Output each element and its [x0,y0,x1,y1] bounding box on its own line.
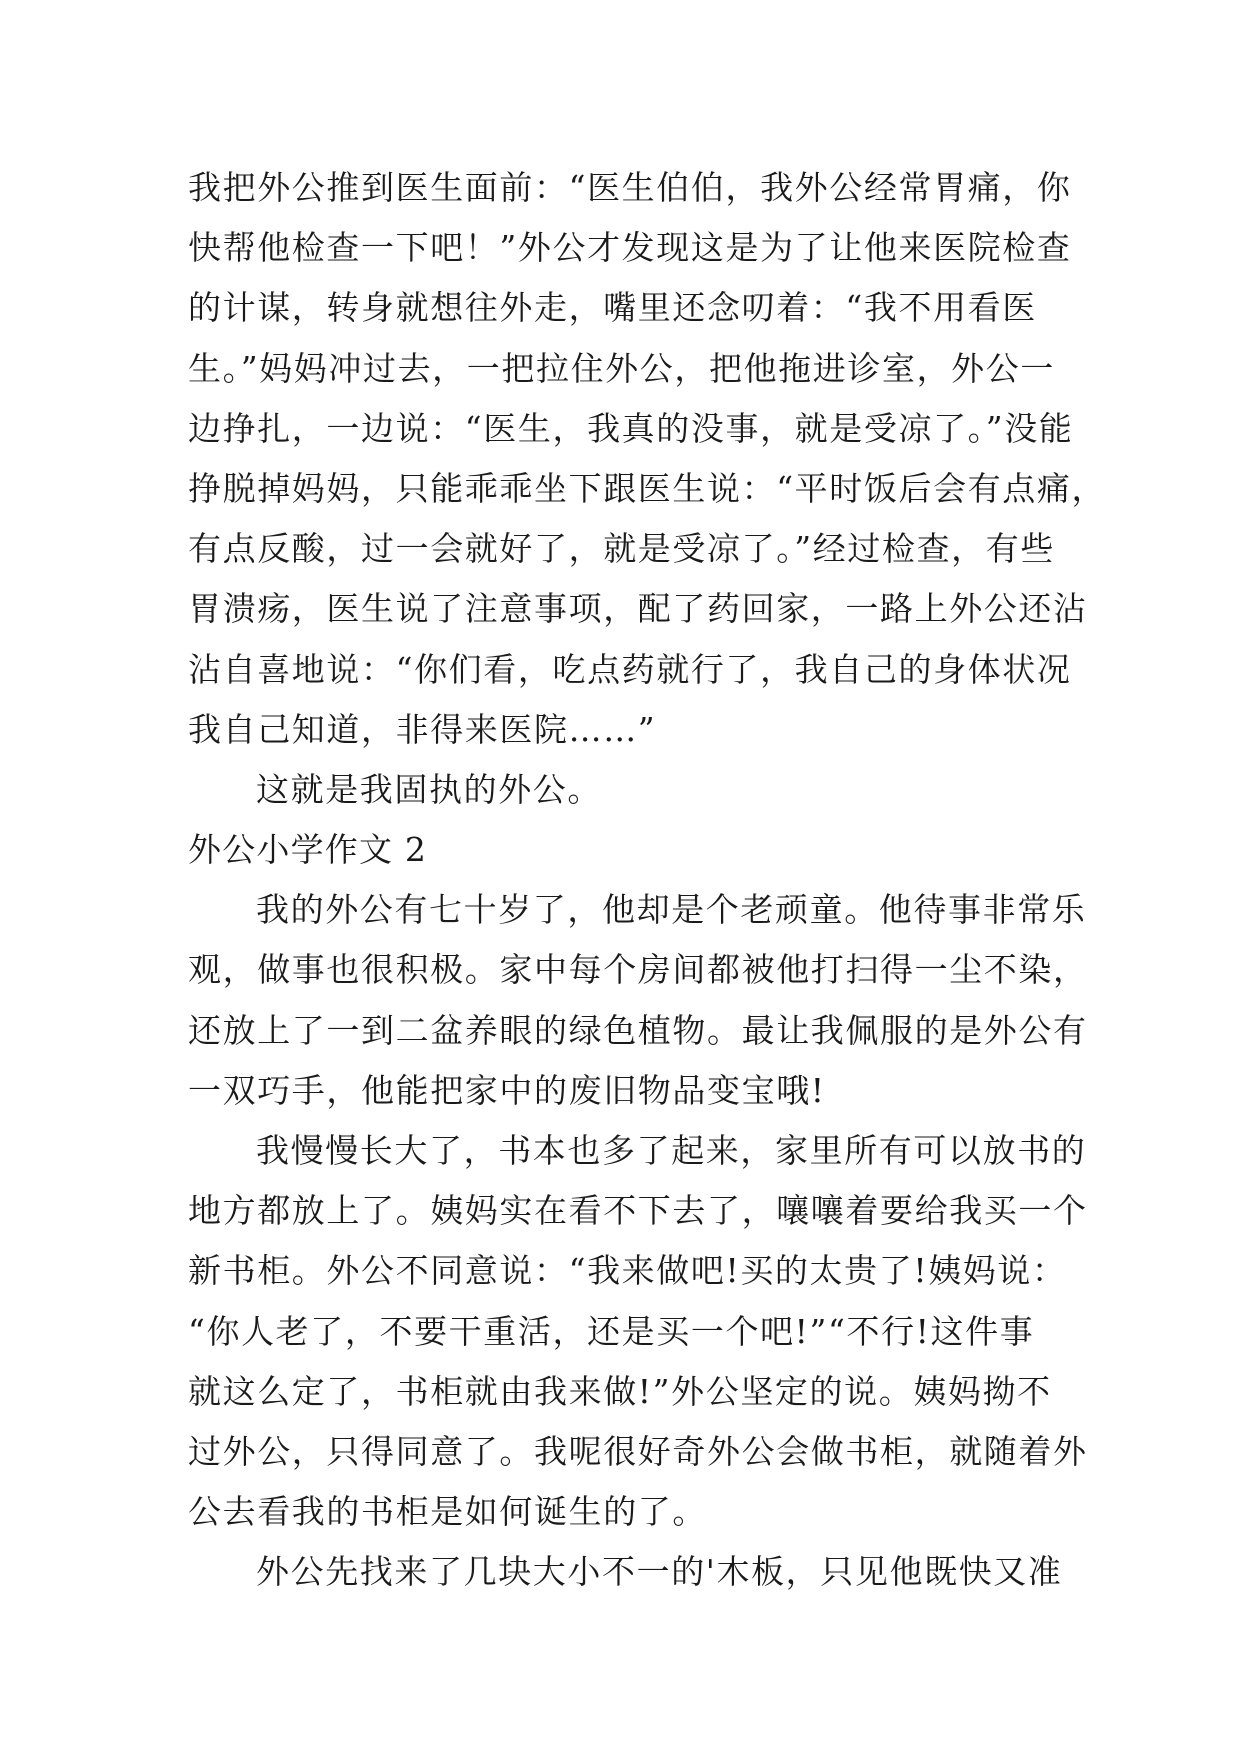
text-line: “你人老了，不要干重活，还是买一个吧!”“不行!这件事 [188,1311,1035,1351]
text-line: 新书柜。外公不同意说：“我来做吧!买的太贵了!姨妈说： [188,1251,1067,1291]
text-line: 有点反酸，过一会就好了，就是受凉了。”经过检查，有些 [188,529,1055,569]
paragraph-2 [188,760,1068,820]
text-line: 边挣扎，一边说：“医生，我真的没事，就是受凉了。”没能 [188,408,1074,448]
text-line: 胃溃疡，医生说了注意事项，配了药回家，一路上外公还沾 [188,589,1088,629]
text-line: 公去看我的书柜是如何诞生的了。 [188,1492,707,1532]
text-line: 就这么定了，书柜就由我来做!”外公坚定的说。姨妈拗不 [188,1371,1052,1411]
paragraph-3 [188,880,1088,1121]
text-line: 沾自喜地说：“你们看，吃点药就行了，我自己的身体状况 [188,649,1072,689]
text-line: 外公先找来了几块大小不一的'木板，只见他既快又准 [256,1552,1063,1592]
text-line: 生。”妈妈冲过去，一把拉住外公，把他拖进诊室，外公一 [188,348,1055,388]
text-line: 地方都放上了。姨妈实在看不下去了，嚷嚷着要给我买一个 [188,1191,1088,1231]
text-line: 我的外公有七十岁了，他却是个老顽童。他待事非常乐 [256,890,1087,930]
text-line: 挣脱掉妈妈，只能乖乖坐下跟医生说：“平时饭后会有点痛， [188,468,1107,508]
section-heading: 外公小学作文 2 [188,830,428,870]
text-line: 我自己知道，非得来医院……” [188,709,657,749]
text-line: 快帮他检查一下吧！”外公才发现这是为了让他来医院检查 [188,228,1072,268]
text-line: 我把外公推到医生面前：“医生伯伯，我外公经常胃痛，你 [188,168,1072,207]
text-line: 我慢慢长大了，书本也多了起来，家里所有可以放书的 [256,1131,1087,1170]
essay-body [188,158,1107,1603]
text-line: 还放上了一到二盆养眼的绿色植物。最让我佩服的是外公有 [188,1010,1088,1050]
paragraph-1 [188,158,1107,760]
paragraph-5 [188,1542,1068,1602]
text-line: 过外公，只得同意了。我呢很好奇外公会做书柜，就随着外 [188,1431,1088,1471]
paragraph-4 [188,1121,1088,1542]
text-line: 观，做事也很积极。家中每个房间都被他打扫得一尘不染， [188,950,1088,990]
text-line: 一双巧手，他能把家中的废旧物品变宝哦! [188,1070,826,1110]
text-line: 的计谋，转身就想往外走，嘴里还念叨着：“我不用看医 [188,288,1037,328]
text-line: 这就是我固执的外公。 [256,769,602,809]
